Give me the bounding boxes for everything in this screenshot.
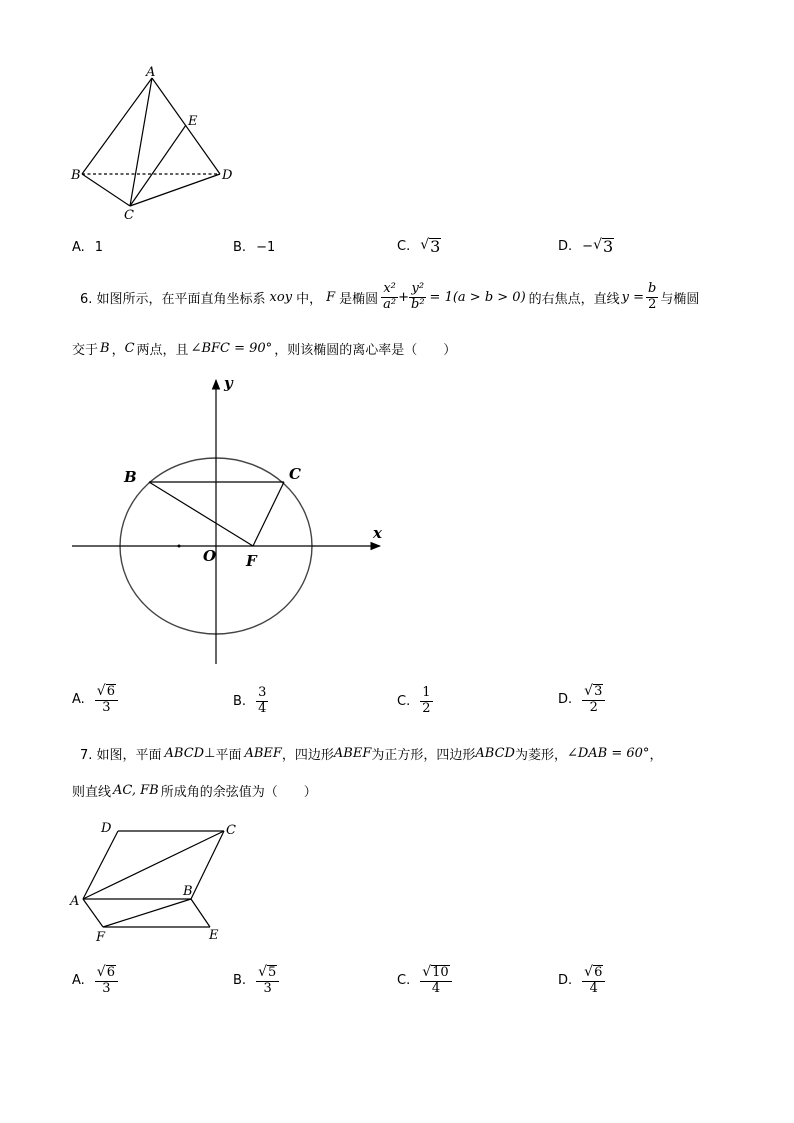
label-D: D — [101, 821, 112, 836]
plus-sign: + — [398, 289, 409, 305]
edge-BE — [191, 899, 210, 927]
label-C: C — [124, 208, 134, 223]
q6-text-1: 6. 如图所示，在平面直角坐标系 — [80, 291, 266, 307]
label-F: F — [96, 930, 106, 945]
ellipse-figure — [62, 370, 402, 675]
option-letter: B. — [233, 240, 247, 255]
option-value: −1 — [256, 240, 276, 255]
option-fraction: √ 3 2 — [582, 684, 605, 716]
q7-option-b: B. √ 5 3 — [233, 965, 279, 997]
edge-CE — [130, 125, 186, 206]
left-focus-dot — [178, 545, 181, 548]
frac-x2-a2: $\frac{\text{x²}}{\text{a²}}$ — [383, 281, 397, 312]
q6-question-line2: 交于 B ， C 两点，且 ∠BFC = 90° ，则该椭圆的离心率是（ ） — [72, 341, 457, 358]
angle-dab: ∠DAB = 60° — [566, 746, 650, 761]
q5-option-b — [233, 240, 275, 255]
line-y-eq: y = — [621, 289, 645, 305]
label-O: O — [203, 547, 217, 565]
option-letter: D. — [558, 239, 573, 255]
angle-bfc: ∠BFC = 90° — [190, 341, 273, 356]
edge-FB — [103, 899, 191, 927]
option-fraction: √ 10 4 — [420, 965, 451, 997]
q7-question-line1: 7. 如图，平面 ABCD ⊥ 平面 ABEF ，四边形 ABEF 为正方形，四边形 ABCD 为菱形， ∠DAB = 60° ， — [80, 746, 663, 763]
option-fraction: √ 6 3 — [95, 965, 118, 997]
radicand: 3 — [430, 237, 441, 256]
option-fraction: $\frac{3}{4}$ — [258, 685, 267, 716]
label-B: B — [124, 468, 137, 486]
label-A: A — [146, 65, 156, 80]
edge-AB — [82, 78, 152, 174]
label-C: C — [289, 465, 301, 483]
q6-text-2: 中， — [296, 291, 323, 307]
q5-option-c — [397, 238, 441, 256]
option-fraction: √ 5 3 — [256, 965, 279, 997]
segment-CF — [253, 482, 284, 546]
label-E: E — [188, 114, 198, 129]
q6-text-4: 的右焦点，直线 — [528, 291, 620, 307]
label-B: B — [183, 884, 193, 899]
label-E: E — [209, 928, 219, 943]
option-fraction: √ 6 4 — [582, 965, 605, 997]
label-y: y — [224, 374, 233, 392]
option-value: 1 — [94, 240, 104, 255]
label-F: F — [246, 552, 257, 570]
lines-ac-fb: AC, FB — [113, 783, 159, 798]
q7-question-line2: 则直线 AC, FB 所成角的余弦值为（ ） — [72, 783, 317, 800]
option-fraction: $\frac{1}{2}$ — [422, 685, 431, 716]
q6-option-c: C. $\frac{1}{2}$ — [397, 685, 431, 716]
frac-y2-b2: $\frac{\text{y²}}{\text{b²}}$ — [411, 281, 425, 312]
frac-b-2: $\frac{b}{2}$ — [648, 281, 657, 312]
q5-option-a — [72, 240, 103, 255]
label-C: C — [226, 823, 236, 838]
edge-DA — [83, 831, 118, 899]
edge-CD — [130, 174, 220, 206]
edge-AF — [83, 899, 103, 927]
sqrt-expression: √ 3 — [593, 237, 614, 256]
edge-AC — [130, 78, 152, 206]
q7-option-c: C. √ 10 4 — [397, 965, 452, 997]
q7-option-a: A. √ 6 3 — [72, 965, 118, 997]
option-letter: C. — [397, 239, 411, 255]
rhombus-square-figure — [64, 815, 254, 950]
q6-option-b: B. $\frac{3}{4}$ — [233, 685, 267, 716]
label-x: x — [373, 524, 382, 542]
q6-text-5: 与椭圆 — [660, 291, 700, 307]
option-fraction: √ 6 3 — [95, 684, 118, 716]
sqrt-expression: √ 3 — [420, 237, 441, 256]
label-B: B — [71, 168, 81, 183]
q7-option-d: D. √ 6 4 — [558, 965, 605, 997]
edge-BC — [82, 174, 130, 206]
q6-option-d: D. √ 3 2 — [558, 684, 605, 716]
q6-F: F — [326, 289, 336, 305]
tetrahedron-figure — [60, 55, 250, 230]
q6-question-line1 — [80, 282, 699, 313]
q6-option-a: A. √ 6 3 — [72, 684, 118, 716]
q6-text-3: 是椭圆 — [339, 291, 379, 307]
ellipse-eq-rhs: = 1(a > b > 0) — [429, 289, 526, 305]
minus-sign: − — [582, 239, 594, 255]
q5-option-d — [558, 238, 614, 256]
label-D: D — [222, 168, 233, 183]
edge-CB — [191, 831, 224, 899]
radicand: 3 — [602, 237, 614, 256]
edge-AC — [83, 831, 224, 899]
option-letter: A. — [72, 240, 85, 255]
label-A: A — [70, 894, 80, 909]
segment-BF — [149, 482, 253, 546]
q6-xoy: xoy — [269, 289, 293, 305]
